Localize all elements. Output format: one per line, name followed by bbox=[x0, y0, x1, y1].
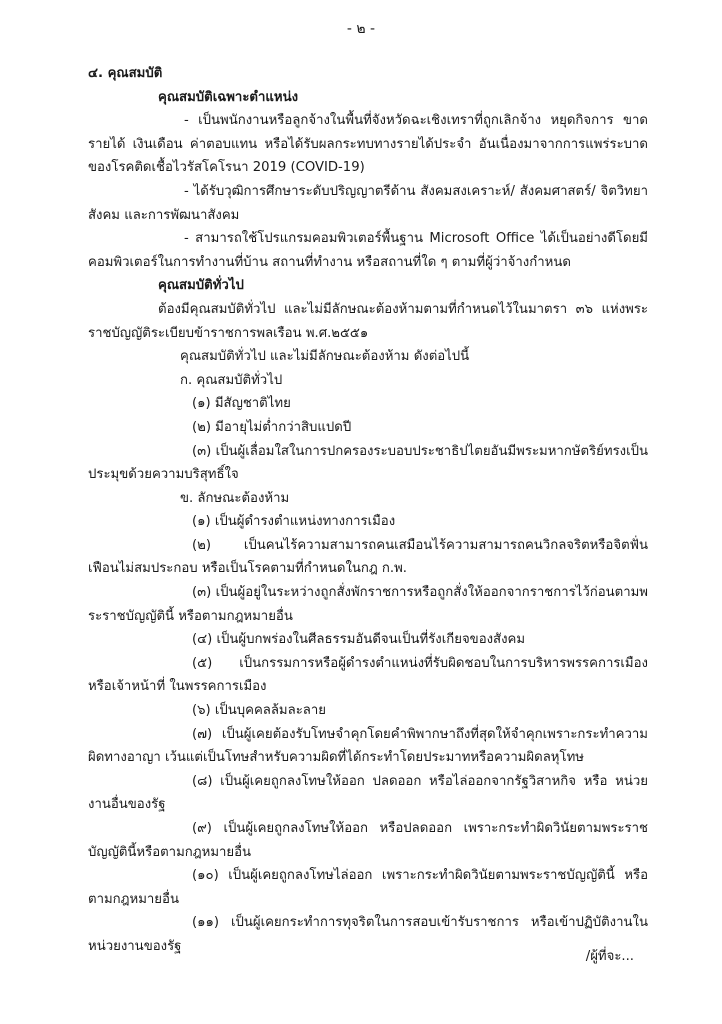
list-item-b1: (๑) เป็นผู้ดำรงตำแหน่งทางการเมือง bbox=[192, 514, 396, 530]
general-paragraph-1: ต้องมีคุณสมบัติทั่วไป และไม่มีลักษณะต้องห้ามตามที่กำหนดไว้ในมาตรา ๓๖ แห่งพระราชบัญญัติระเบียบข้าราชการพลเรือน พ.ศ.๒๕๕๑ bbox=[88, 301, 648, 341]
specific-heading: คุณสมบัติเฉพาะตำแหน่ง bbox=[158, 89, 299, 105]
subheading-a: ก. คุณสมบัติทั่วไป bbox=[180, 372, 283, 388]
list-item-a1: (๑) มีสัญชาติไทย bbox=[192, 396, 291, 412]
list-item-b6: (๖) เป็นบุคคลล้มละลาย bbox=[192, 703, 326, 719]
list-item-b9: (๙) เป็นผู้เคยถูกลงโทษให้ออก หรือปลดออก เพราะกระทำผิดวินัยตามพระราชบัญญัตินี้หรือตามกฎหมายอื่น bbox=[88, 821, 648, 860]
specific-item-3: - สามารถใช้โปรแกรมคอมพิวเตอร์พื้นฐาน Microsoft Office ได้เป็นอย่างดีโดยมีคอมพิวเตอร์ในการทำงานที่บ้าน สถานที่ทำงาน หรือสถานที่ใด ๆ ตามที่ผู้ว่าจ้างกำหนด bbox=[88, 231, 648, 270]
continuation-note: /ผู้ที่จะ... bbox=[585, 949, 634, 964]
subheading-b: ข. ลักษณะต้องห้าม bbox=[180, 490, 290, 506]
list-item-b2: (๒) เป็นคนไร้ความสามารถคนเสมือนไร้ความสามารถคนวิกลจริตหรือจิตฟั่นเฟือนไม่สมประกอบ หรือเป็นโรคตามที่กำหนดในกฎ ก.พ. bbox=[88, 537, 648, 577]
list-item-b10: (๑๐) เป็นผู้เคยถูกลงโทษไล่ออก เพราะกระทำผิดวินัยตามพระราชบัญญัตินี้ หรือตามกฎหมายอื่น bbox=[88, 868, 648, 907]
specific-item-2: - ได้รับวุฒิการศึกษาระดับปริญญาตรีด้าน สังคมสงเคราะห์/ สังคมศาสตร์/ จิตวิทยาสังคม และการพัฒนาสังคม bbox=[88, 183, 648, 223]
general-paragraph-2: คุณสมบัติทั่วไป และไม่มีลักษณะต้องห้าม ดังต่อไปนี้ bbox=[180, 349, 470, 365]
page-number: - ๒ - bbox=[346, 21, 376, 37]
section-heading: ๔. คุณสมบัติ bbox=[88, 66, 163, 81]
list-item-b11: (๑๑) เป็นผู้เคยกระทำการทุจริตในการสอบเข้ารับราชการ หรือเข้าปฏิบัติงานใน หน่วยงานของรัฐ bbox=[88, 915, 648, 954]
list-item-b8: (๘) เป็นผู้เคยถูกลงโทษให้ออก ปลดออก หรือไล่ออกจากรัฐวิสาหกิจ หรือ หน่วยงานอื่นของรัฐ bbox=[88, 773, 648, 813]
list-item-b3: (๓) เป็นผู้อยู่ในระหว่างถูกสั่งพักราชการหรือถูกสั่งให้ออกจากราชการไว้ก่อนตามพระราชบัญญัตินี้ หรือตามกฎหมายอื่น bbox=[88, 585, 648, 624]
list-item-b5: (๕) เป็นกรรมการหรือผู้ดำรงตำแหน่งที่รับผิดชอบในการบริหารพรรคการเมือง หรือเจ้าหน้าที่ ในพรรคการเมือง bbox=[88, 655, 648, 695]
general-heading: คุณสมบัติทั่วไป bbox=[158, 278, 244, 294]
list-item-b7: (๗) เป็นผู้เคยต้องรับโทษจำคุกโดยคำพิพากษาถึงที่สุดให้จำคุกเพราะกระทำความผิดทางอาญา เว้นแต่เป็นโทษสำหรับความผิดที่ได้กระทำโดยประมาทหรือความผิดลหุโทษ bbox=[88, 726, 648, 766]
specific-item-1: - เป็นพนักงานหรือลูกจ้างในพื้นที่จังหวัดฉะเชิงเทราที่ถูกเลิกจ้าง หยุดกิจการ ขาดรายได้ เงินเดือน ค่าตอบแทน หรือได้รับผลกระทบทางรายได้ประจำ อันเนื่องมาจากการแพร่ระบาดของโรคติดเชื้อไวรัสโคโรนา 2019 (COVID-19) bbox=[88, 113, 648, 176]
list-item-b4: (๔) เป็นผู้บกพร่องในศีลธรรมอันดีจนเป็นที่รังเกียจของสังคม bbox=[192, 632, 526, 648]
document-body bbox=[88, 62, 648, 959]
list-item-a3: (๓) เป็นผู้เลื่อมใสในการปกครองระบอบประชาธิปไตยอันมีพระมหากษัตริย์ทรงเป็นประมุขด้วยความบริสุทธิ์ใจ bbox=[88, 443, 648, 483]
list-item-a2: (๒) มีอายุไม่ต่ำกว่าสิบแปดปี bbox=[192, 419, 352, 435]
